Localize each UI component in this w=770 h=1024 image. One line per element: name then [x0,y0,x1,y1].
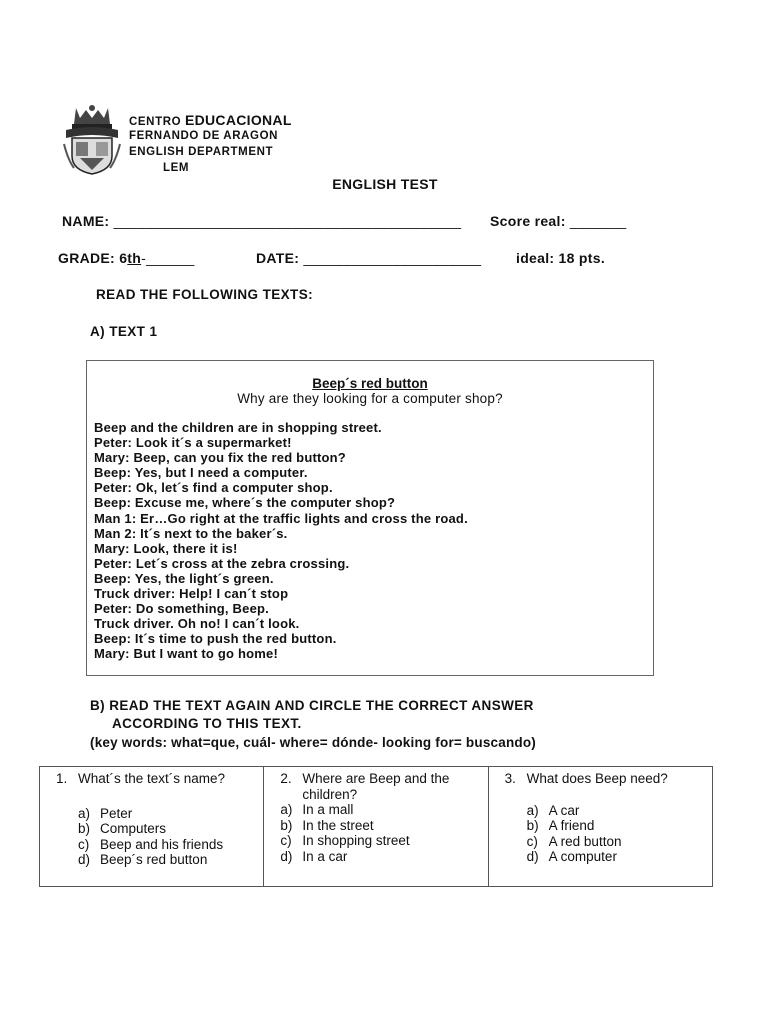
dialogue-line: Truck driver: Help! I can´t stop [94,586,289,602]
school-name-line1: CENTRO EDUCACIONAL [129,112,292,128]
question-3: 3. What does Beep need? a) A car b) A friend c) A red button d) A computer [488,767,712,887]
option-text: In the street [302,817,374,833]
text1-title: Beep´s red button [312,376,428,391]
option-text: Beep´s red button [100,852,208,867]
answer-option[interactable] [505,818,706,834]
department-name: ENGLISH DEPARTMENT [129,146,274,158]
option-text: Beep and his friends [100,836,224,852]
answer-option[interactable] [258,849,481,865]
section-read-heading: READ THE FOLLOWING TEXTS: [96,287,313,302]
dialogue-line: Mary: Look, there it is! [94,540,238,556]
section-text1-heading: A) TEXT 1 [90,324,158,339]
option-letter: b) [78,821,91,836]
dialogue-line: Man 2: It´s next to the baker´s. [94,525,288,541]
option-letter: c) [280,833,292,848]
name-field[interactable]: NAME: ___________________________________________ [62,213,462,229]
key-words-note: (key words: what=que, cuál- where= dónde- looking for= buscando) [90,735,536,750]
option-text: A car [548,802,580,818]
option-letter: d) [280,848,293,864]
dialogue-line: Beep: Yes, but I need a computer. [94,465,308,481]
answer-option[interactable] [505,803,706,819]
text1-box [86,360,654,676]
question-2-text: Where are Beep and the children? [302,771,450,802]
school-name-line2: FERNANDO DE ARAGON [129,130,279,142]
dialogue-line: Beep: It´s time to push the red button. [94,631,337,647]
option-letter: c) [78,836,90,852]
dialogue-line: Beep and the children are in shopping street. [94,420,382,435]
answer-option[interactable] [258,818,481,834]
question-1-text: What´s the text´s name? [78,771,226,786]
section-b-instruction: B) READ THE TEXT AGAIN AND CIRCLE THE CORRECT ANSWER [90,698,534,713]
date-field[interactable]: DATE: ______________________ [256,250,482,266]
ideal-score: ideal: 18 pts. [516,250,606,266]
option-letter: c) [526,833,538,849]
option-text: A red button [548,833,622,849]
dialogue-line: Peter: Look it´s a supermarket! [94,435,292,451]
answer-option[interactable] [56,806,257,822]
dialogue-line: Peter: Let´s cross at the zebra crossing. [94,555,350,571]
option-letter: d) [78,852,91,867]
answer-option[interactable] [258,802,481,818]
section-b-instruction-cont: ACCORDING TO THIS TEXT. [112,716,302,731]
grade-field[interactable]: GRADE: 6th-______ [58,250,195,266]
option-letter: b) [526,818,539,833]
option-letter: a) [526,802,539,818]
option-text: Computers [100,821,167,836]
score-field[interactable]: Score real: _______ [490,213,627,229]
dialogue-line: Peter: Do something, Beep. [94,601,269,617]
department-abbrev: LEM [163,162,190,174]
dialogue-line: Mary: Beep, can you fix the red button? [94,450,346,466]
answer-option[interactable] [56,821,257,837]
option-letter: a) [78,805,91,821]
dialogue-line: Beep: Excuse me, where´s the computer shop? [94,495,396,511]
dialogue-line: Truck driver. Oh no! I can´t look. [94,616,300,632]
answer-option[interactable] [505,849,706,865]
answer-option[interactable] [56,852,257,868]
option-text: In a car [302,848,348,864]
dialogue-line: Peter: Ok, let´s find a computer shop. [94,480,333,496]
dialogue-line: Man 1: Er…Go right at the traffic lights and cross the road. [94,510,468,526]
option-text: A computer [548,849,617,864]
option-letter: d) [526,849,539,864]
option-text: In shopping street [302,833,410,848]
text1-subtitle: Why are they looking for a computer shop? [237,391,503,406]
answer-option[interactable] [258,833,481,849]
option-text: In a mall [302,802,354,817]
answer-option[interactable] [505,834,706,850]
text1-body [94,420,468,662]
option-text: Peter [100,805,133,821]
question-1: 1. What´s the text´s name? a) Peter b) Computers c) Beep and his friends d) Beep´s red button [40,767,264,887]
question-3-text: What does Beep need? [526,771,668,786]
dialogue-line: Mary: But I want to go home! [94,646,278,662]
questions-table [39,766,713,887]
option-text: A friend [548,818,595,833]
school-crest-icon [62,104,122,176]
page-title: ENGLISH TEST [332,176,438,192]
question-2: 2. Where are Beep and the children? a) In a mall b) In the street c) In shopping street d) In a car [264,767,488,887]
answer-option[interactable] [56,837,257,853]
dialogue-line: Beep: Yes, the light´s green. [94,570,274,586]
option-letter: a) [280,802,293,817]
option-letter: b) [280,817,293,833]
